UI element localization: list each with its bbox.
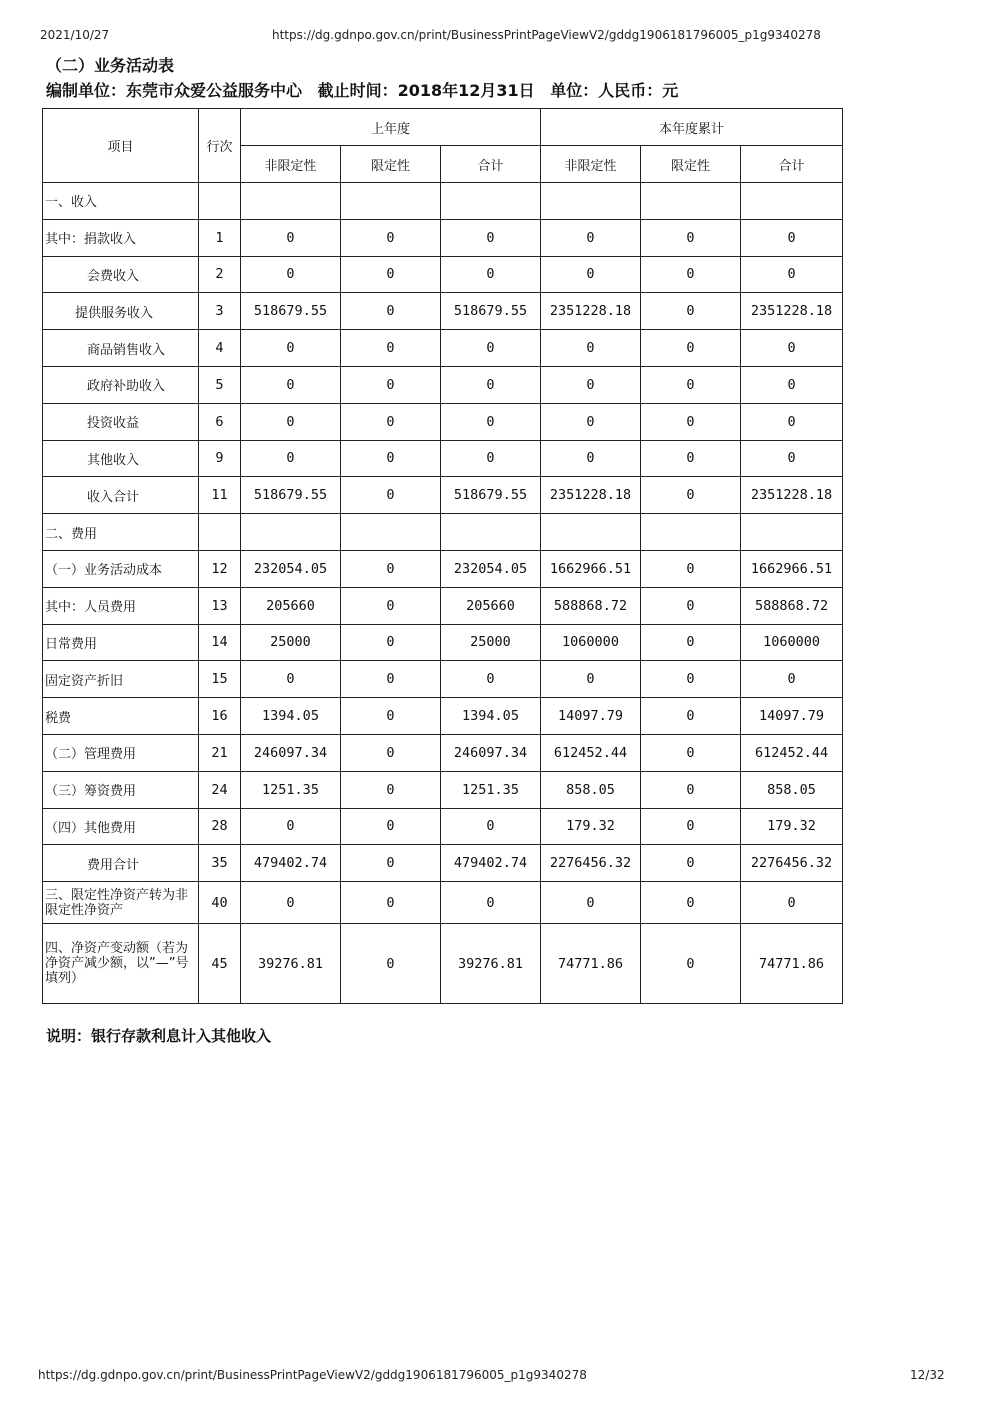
prev-restricted: 0 [341, 403, 441, 440]
prev-total: 0 [441, 219, 541, 256]
row-no: 40 [199, 882, 241, 924]
curr-total: 0 [741, 882, 843, 924]
table-row [43, 440, 843, 477]
table-row [43, 661, 843, 698]
curr-total: 1060000 [741, 624, 843, 661]
prev-total: 0 [441, 882, 541, 924]
prev-unrestricted: 0 [241, 403, 341, 440]
prev-restricted [341, 183, 441, 220]
curr-restricted: 0 [641, 698, 741, 735]
prev-unrestricted: 0 [241, 330, 341, 367]
prev-total: 0 [441, 808, 541, 845]
prev-restricted: 0 [341, 256, 441, 293]
curr-total: 0 [741, 219, 843, 256]
curr-unrestricted: 1060000 [541, 624, 641, 661]
prev-restricted: 0 [341, 808, 441, 845]
table-row [43, 183, 843, 220]
prev-unrestricted: 25000 [241, 624, 341, 661]
row-no: 12 [199, 550, 241, 587]
section-title: （二）业务活动表 [46, 56, 175, 75]
curr-total [741, 514, 843, 551]
prev-restricted: 0 [341, 661, 441, 698]
row-item: 会费收入 [43, 256, 199, 293]
curr-total: 0 [741, 330, 843, 367]
row-no: 2 [199, 256, 241, 293]
table-row [43, 514, 843, 551]
prev-unrestricted: 0 [241, 661, 341, 698]
table-row [43, 587, 843, 624]
prev-total: 479402.74 [441, 845, 541, 882]
prev-restricted: 0 [341, 845, 441, 882]
row-no: 35 [199, 845, 241, 882]
curr-unrestricted: 588868.72 [541, 587, 641, 624]
header-prev-unrestricted: 非限定性 [241, 146, 341, 183]
curr-unrestricted: 14097.79 [541, 698, 641, 735]
table-row [43, 734, 843, 771]
row-no: 24 [199, 771, 241, 808]
row-item: （三）筹资费用 [43, 771, 199, 808]
prev-unrestricted: 1394.05 [241, 698, 341, 735]
prev-unrestricted [241, 514, 341, 551]
curr-restricted: 0 [641, 845, 741, 882]
prev-total: 1251.35 [441, 771, 541, 808]
row-item: 四、净资产变动额（若为净资产减少额，以”—”号填列） [43, 924, 199, 1004]
prev-restricted: 0 [341, 440, 441, 477]
row-item: 二、费用 [43, 514, 199, 551]
curr-total: 2276456.32 [741, 845, 843, 882]
header-item: 项目 [43, 109, 199, 183]
prev-total: 232054.05 [441, 550, 541, 587]
business-activity-table [42, 108, 843, 1004]
curr-unrestricted: 2276456.32 [541, 845, 641, 882]
page-url-footer: https://dg.gdnpo.gov.cn/print/BusinessPrintPageViewV2/gddg1906181796005_p1g9340278 [38, 1368, 587, 1382]
curr-restricted: 0 [641, 219, 741, 256]
prev-unrestricted: 479402.74 [241, 845, 341, 882]
curr-restricted: 0 [641, 330, 741, 367]
prev-restricted: 0 [341, 882, 441, 924]
prev-restricted: 0 [341, 924, 441, 1004]
row-no [199, 514, 241, 551]
prev-unrestricted: 0 [241, 256, 341, 293]
row-no: 14 [199, 624, 241, 661]
prev-unrestricted: 518679.55 [241, 293, 341, 330]
curr-total: 858.05 [741, 771, 843, 808]
row-item: 费用合计 [43, 845, 199, 882]
curr-unrestricted: 612452.44 [541, 734, 641, 771]
prev-total: 25000 [441, 624, 541, 661]
curr-unrestricted: 858.05 [541, 771, 641, 808]
row-no [199, 183, 241, 220]
row-no: 4 [199, 330, 241, 367]
prev-total: 518679.55 [441, 477, 541, 514]
row-item: 其中：人员费用 [43, 587, 199, 624]
prev-total: 205660 [441, 587, 541, 624]
curr-unrestricted: 0 [541, 256, 641, 293]
row-item: 商品销售收入 [43, 330, 199, 367]
prev-total [441, 514, 541, 551]
curr-restricted: 0 [641, 550, 741, 587]
prev-unrestricted: 205660 [241, 587, 341, 624]
curr-unrestricted: 2351228.18 [541, 293, 641, 330]
curr-unrestricted [541, 183, 641, 220]
curr-unrestricted [541, 514, 641, 551]
row-item: （一）业务活动成本 [43, 550, 199, 587]
row-item: 收入合计 [43, 477, 199, 514]
header-row-no: 行次 [199, 109, 241, 183]
curr-total: 179.32 [741, 808, 843, 845]
curr-restricted: 0 [641, 734, 741, 771]
curr-unrestricted: 0 [541, 219, 641, 256]
prev-unrestricted: 1251.35 [241, 771, 341, 808]
row-no: 9 [199, 440, 241, 477]
page-number: 12/32 [910, 1368, 945, 1382]
row-item: 一、收入 [43, 183, 199, 220]
row-no: 11 [199, 477, 241, 514]
prev-restricted: 0 [341, 587, 441, 624]
curr-unrestricted: 0 [541, 330, 641, 367]
table-row [43, 924, 843, 1004]
prev-unrestricted: 0 [241, 366, 341, 403]
table-row [43, 698, 843, 735]
prev-total [441, 183, 541, 220]
prev-total: 1394.05 [441, 698, 541, 735]
table-row [43, 845, 843, 882]
deadline: 截止时间：2018年12月31日 [317, 81, 535, 100]
prev-restricted: 0 [341, 550, 441, 587]
curr-unrestricted: 0 [541, 661, 641, 698]
header-prev-restricted: 限定性 [341, 146, 441, 183]
prev-restricted: 0 [341, 734, 441, 771]
curr-total: 14097.79 [741, 698, 843, 735]
curr-unrestricted: 2351228.18 [541, 477, 641, 514]
curr-unrestricted: 0 [541, 366, 641, 403]
row-item: 税费 [43, 698, 199, 735]
prev-total: 0 [441, 256, 541, 293]
prev-unrestricted: 246097.34 [241, 734, 341, 771]
curr-unrestricted: 0 [541, 882, 641, 924]
row-item: 投资收益 [43, 403, 199, 440]
curr-unrestricted: 74771.86 [541, 924, 641, 1004]
curr-restricted: 0 [641, 440, 741, 477]
header-curr-unrestricted: 非限定性 [541, 146, 641, 183]
row-no: 1 [199, 219, 241, 256]
prev-total: 0 [441, 440, 541, 477]
curr-total: 0 [741, 366, 843, 403]
curr-total: 74771.86 [741, 924, 843, 1004]
prev-total: 0 [441, 366, 541, 403]
row-no: 3 [199, 293, 241, 330]
header-prev-year: 上年度 [241, 109, 541, 146]
row-item: （四）其他费用 [43, 808, 199, 845]
curr-total: 588868.72 [741, 587, 843, 624]
curr-unrestricted: 0 [541, 403, 641, 440]
prev-unrestricted: 0 [241, 882, 341, 924]
table-row [43, 624, 843, 661]
prev-restricted: 0 [341, 219, 441, 256]
row-item: （二）管理费用 [43, 734, 199, 771]
row-item: 政府补助收入 [43, 366, 199, 403]
curr-total: 0 [741, 256, 843, 293]
curr-restricted: 0 [641, 808, 741, 845]
curr-restricted: 0 [641, 403, 741, 440]
header-prev-total: 合计 [441, 146, 541, 183]
prev-unrestricted: 0 [241, 440, 341, 477]
row-no: 5 [199, 366, 241, 403]
prev-restricted: 0 [341, 698, 441, 735]
table-row [43, 477, 843, 514]
prev-total: 0 [441, 330, 541, 367]
table-row [43, 256, 843, 293]
footnote: 说明：银行存款利息计入其他收入 [46, 1027, 272, 1045]
row-item: 其他收入 [43, 440, 199, 477]
header-curr-year: 本年度累计 [541, 109, 843, 146]
curr-total: 2351228.18 [741, 293, 843, 330]
row-item: 三、限定性净资产转为非限定性净资产 [43, 882, 199, 924]
row-item: 固定资产折旧 [43, 661, 199, 698]
row-item: 日常费用 [43, 624, 199, 661]
curr-restricted: 0 [641, 661, 741, 698]
curr-restricted: 0 [641, 366, 741, 403]
curr-restricted: 0 [641, 477, 741, 514]
prev-total: 518679.55 [441, 293, 541, 330]
curr-restricted [641, 514, 741, 551]
prev-total: 0 [441, 661, 541, 698]
curr-restricted: 0 [641, 293, 741, 330]
curr-total: 612452.44 [741, 734, 843, 771]
row-no: 45 [199, 924, 241, 1004]
prev-restricted: 0 [341, 293, 441, 330]
print-date: 2021/10/27 [40, 28, 110, 42]
table-row [43, 219, 843, 256]
row-no: 16 [199, 698, 241, 735]
table-row [43, 330, 843, 367]
report-meta [46, 78, 688, 101]
prev-restricted: 0 [341, 366, 441, 403]
curr-restricted: 0 [641, 587, 741, 624]
curr-total: 0 [741, 403, 843, 440]
table-row [43, 771, 843, 808]
curr-total: 1662966.51 [741, 550, 843, 587]
curr-restricted: 0 [641, 882, 741, 924]
row-item: 其中：捐款收入 [43, 219, 199, 256]
prev-unrestricted: 39276.81 [241, 924, 341, 1004]
curr-unrestricted: 0 [541, 440, 641, 477]
row-no: 6 [199, 403, 241, 440]
table-row [43, 366, 843, 403]
prev-restricted: 0 [341, 477, 441, 514]
prev-total: 246097.34 [441, 734, 541, 771]
header-curr-total: 合计 [741, 146, 843, 183]
prev-restricted: 0 [341, 771, 441, 808]
curr-restricted: 0 [641, 624, 741, 661]
curr-total: 2351228.18 [741, 477, 843, 514]
table-row [43, 403, 843, 440]
prev-unrestricted: 0 [241, 219, 341, 256]
table-row [43, 293, 843, 330]
prev-total: 39276.81 [441, 924, 541, 1004]
table-row [43, 550, 843, 587]
prev-restricted [341, 514, 441, 551]
curr-total: 0 [741, 440, 843, 477]
row-no: 13 [199, 587, 241, 624]
currency-unit: 单位：人民币：元 [550, 81, 679, 100]
prev-unrestricted: 232054.05 [241, 550, 341, 587]
page-url-header: https://dg.gdnpo.gov.cn/print/BusinessPrintPageViewV2/gddg1906181796005_p1g9340278 [272, 28, 821, 42]
table-row [43, 882, 843, 924]
curr-restricted: 0 [641, 256, 741, 293]
curr-restricted [641, 183, 741, 220]
prev-unrestricted: 518679.55 [241, 477, 341, 514]
curr-unrestricted: 179.32 [541, 808, 641, 845]
org-name: 编制单位：东莞市众爱公益服务中心 [46, 81, 303, 100]
row-no: 15 [199, 661, 241, 698]
curr-total [741, 183, 843, 220]
curr-restricted: 0 [641, 771, 741, 808]
curr-unrestricted: 1662966.51 [541, 550, 641, 587]
row-item: 提供服务收入 [43, 293, 199, 330]
header-curr-restricted: 限定性 [641, 146, 741, 183]
curr-total: 0 [741, 661, 843, 698]
prev-total: 0 [441, 403, 541, 440]
prev-restricted: 0 [341, 624, 441, 661]
table-row [43, 808, 843, 845]
prev-restricted: 0 [341, 330, 441, 367]
row-no: 21 [199, 734, 241, 771]
curr-restricted: 0 [641, 924, 741, 1004]
prev-unrestricted [241, 183, 341, 220]
prev-unrestricted: 0 [241, 808, 341, 845]
row-no: 28 [199, 808, 241, 845]
